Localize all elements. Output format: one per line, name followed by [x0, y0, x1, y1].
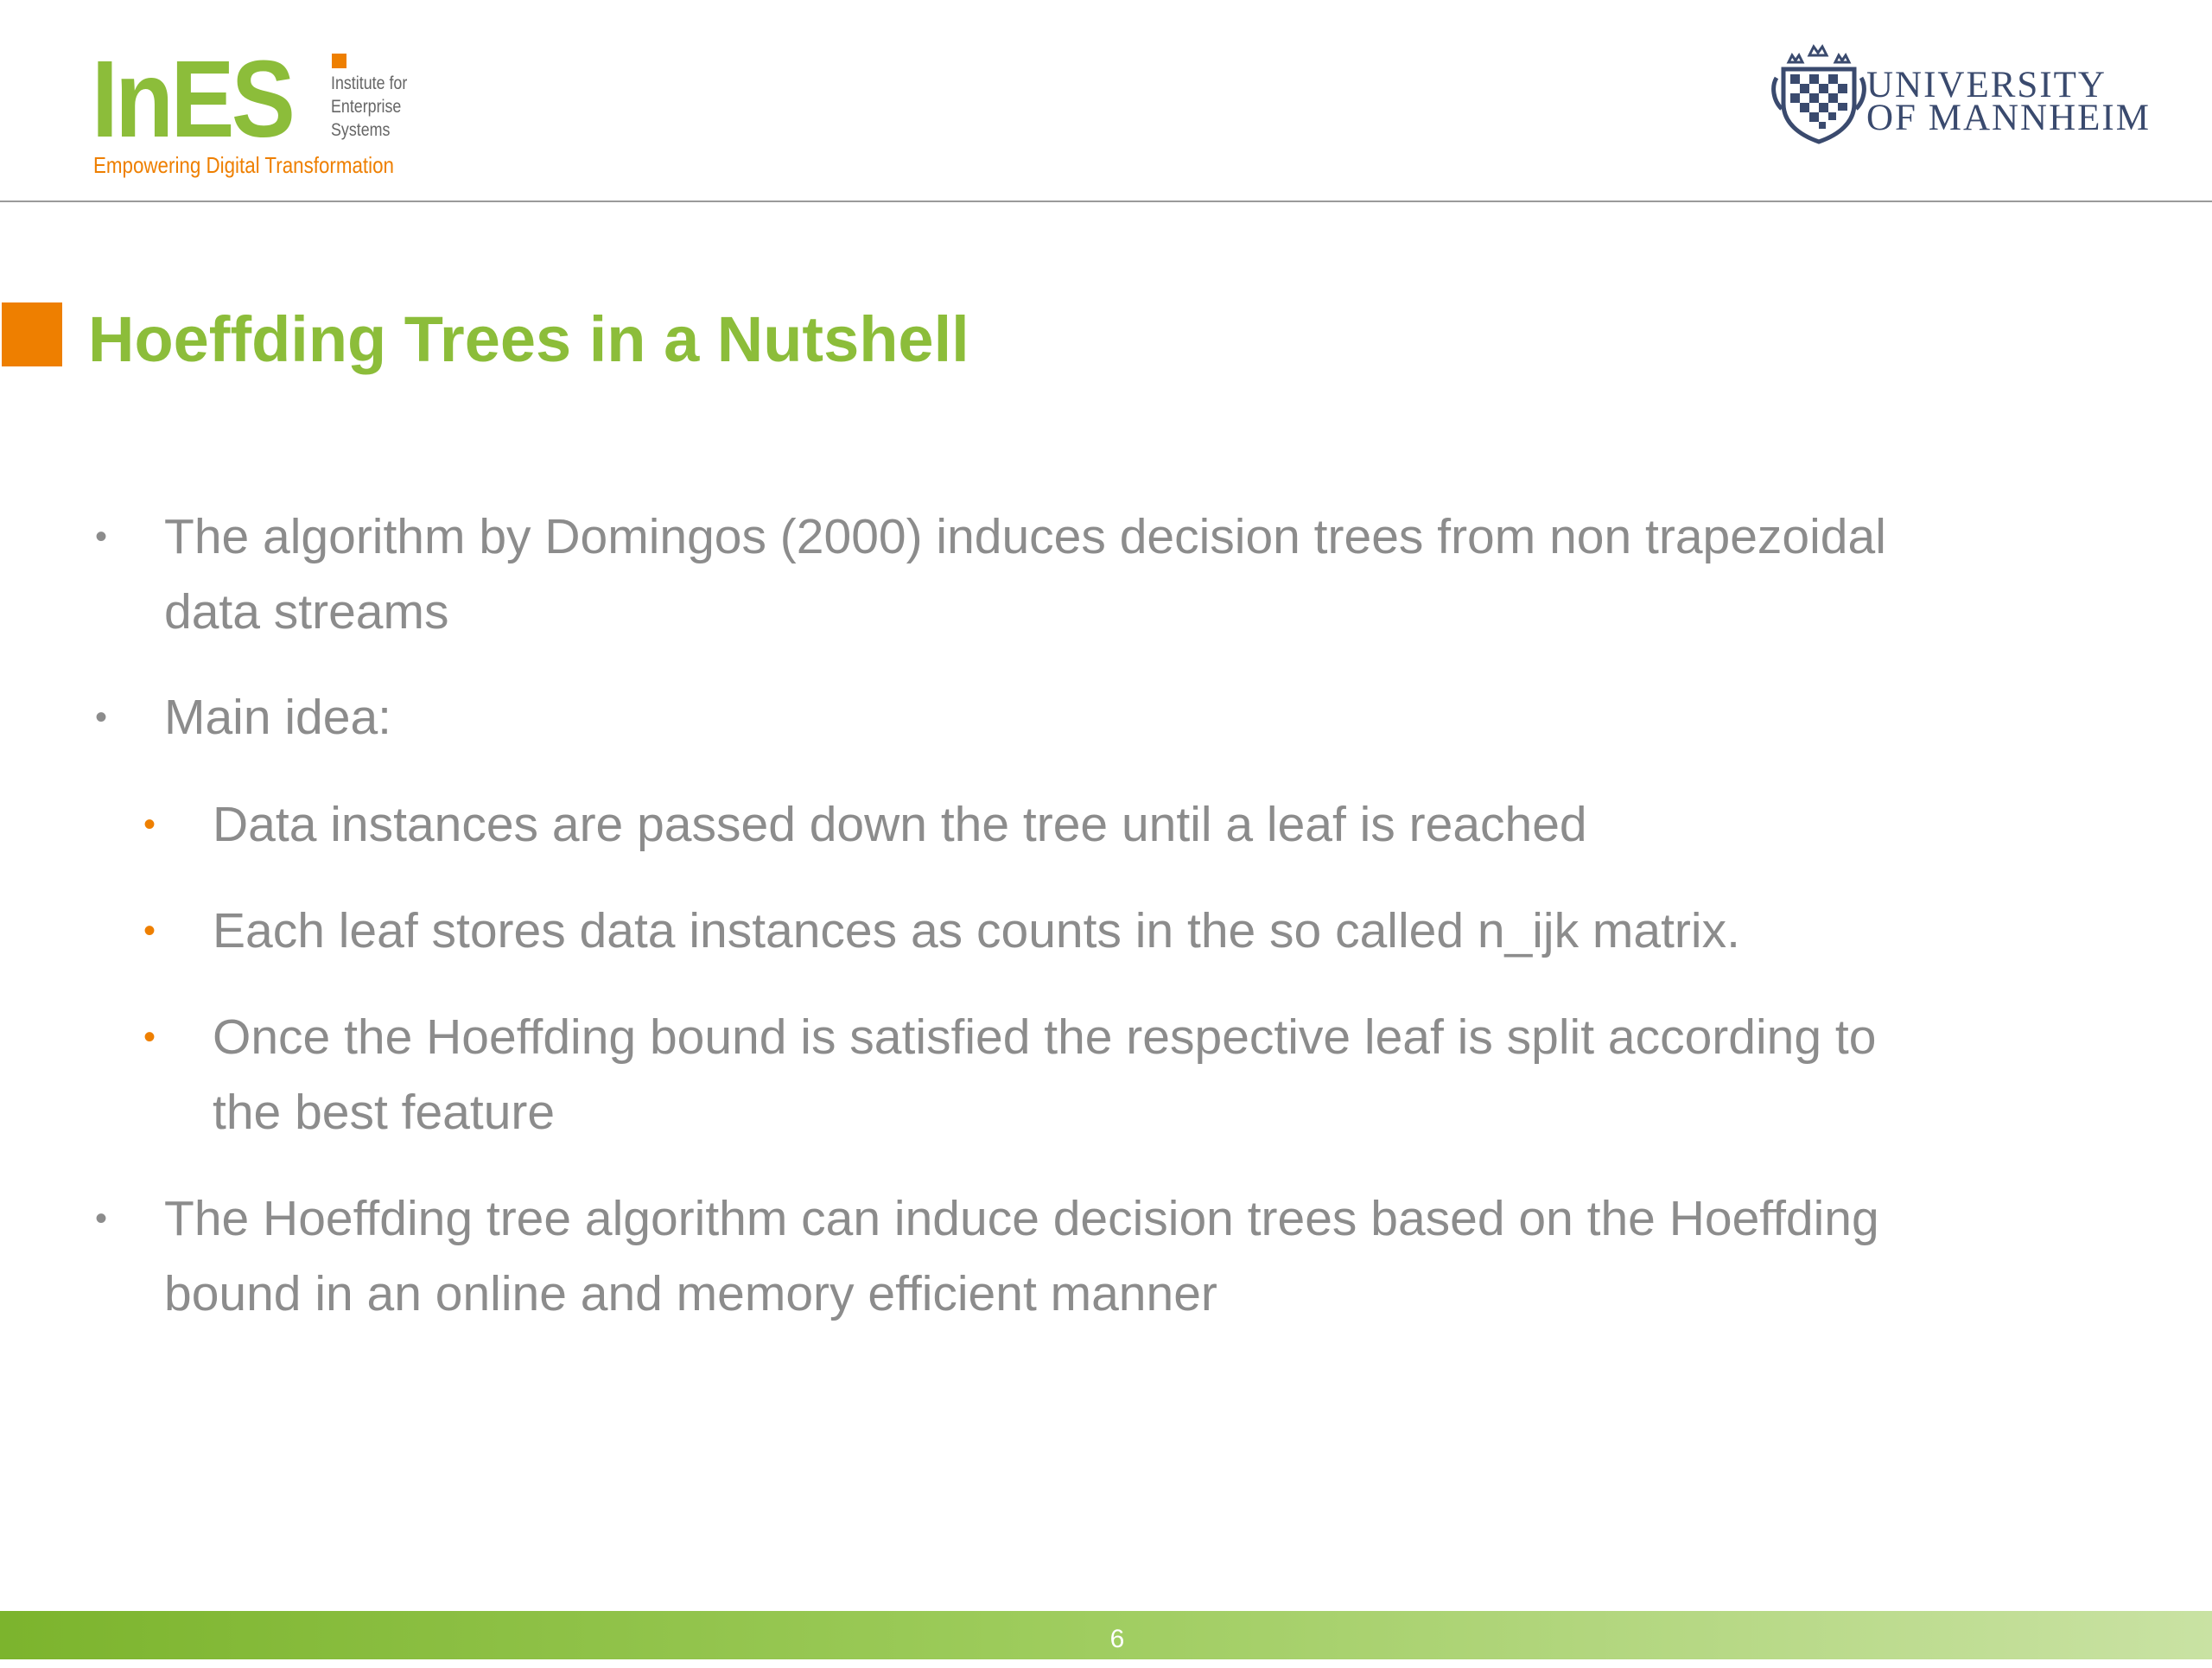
- title-marker-square: [2, 302, 62, 366]
- university-name-line2: OF MANNHEIM: [1866, 98, 2151, 138]
- slide-footer: [0, 1611, 2212, 1659]
- bullet-text: Once the Hoeffding bound is satisfied the respective leaf is split according to: [213, 1009, 1877, 1065]
- bullet-text: Each leaf stores data instances as counts in the so called n_ijk matrix.: [213, 903, 1740, 958]
- ines-caption-line: Systems: [331, 120, 391, 140]
- ines-wordmark: InES: [92, 38, 293, 160]
- bullet-text: data streams: [164, 584, 449, 640]
- bullet-dot-icon: •: [95, 518, 108, 556]
- ines-caption: [331, 72, 407, 142]
- ines-tagline: Empowering Digital Transformation: [93, 152, 394, 178]
- bullet-text: bound in an online and memory efficient manner: [164, 1266, 1217, 1321]
- bullet-text: The algorithm by Domingos (2000) induces decision trees from non trapezoidal: [164, 509, 1886, 564]
- ines-caption-line: Institute for: [331, 73, 408, 93]
- bullet-dot-icon: •: [95, 698, 108, 736]
- bullet-text: The Hoeffding tree algorithm can induce decision trees based on the Hoeffding: [164, 1191, 1879, 1246]
- sub-bullet-dot-icon: •: [143, 805, 156, 844]
- bullet-text: the best feature: [213, 1085, 556, 1140]
- ines-logo-square-icon: [332, 54, 346, 68]
- page-number: 6: [1109, 1625, 1125, 1653]
- page-title: Hoeffding Trees in a Nutshell: [88, 303, 969, 375]
- university-name: [1866, 65, 2151, 138]
- university-name-line1: UNIVERSITY: [1866, 65, 2107, 105]
- sub-bullet-dot-icon: •: [143, 912, 156, 950]
- bullet-text: Data instances are passed down the tree until a leaf is reached: [213, 797, 1587, 852]
- ines-caption-line: Enterprise: [331, 97, 402, 117]
- ines-logo: [92, 38, 437, 183]
- slide-header: [0, 0, 2212, 201]
- university-logo: [1771, 43, 2169, 147]
- bullet-dot-icon: •: [95, 1200, 108, 1238]
- header-divider: [0, 201, 2212, 202]
- bullet-text: Main idea:: [164, 690, 391, 745]
- crest-icon: [1771, 43, 1866, 145]
- sub-bullet-dot-icon: •: [143, 1018, 156, 1056]
